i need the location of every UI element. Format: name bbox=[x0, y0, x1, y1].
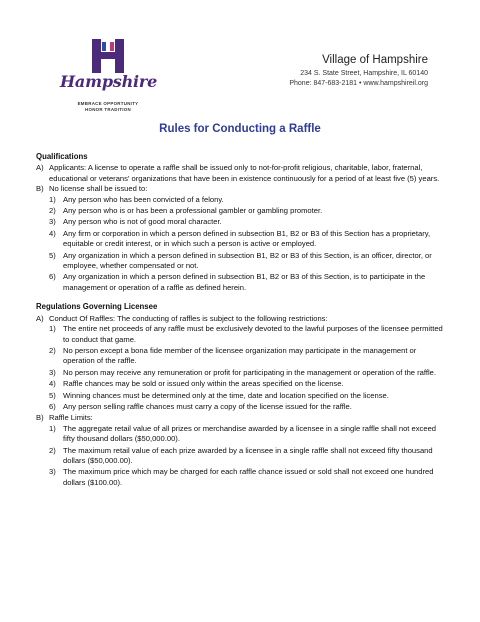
item-text: Raffle chances may be sold or issued only within the areas specified on the license. bbox=[63, 379, 344, 389]
item-text: Applicants: A license to operate a raffle shall be issued only to not-for-profit religious, charitable, labor, fraternal, educational or veterans' organizations that have been in existence continuously for a period of at least five (5) years. bbox=[49, 163, 440, 183]
item-text: The aggregate retail value of all prizes or merchandise awarded by a licensee in a single raffle shall not exceed fifty thousand dollars ($50,000.00). bbox=[63, 423, 437, 444]
item-label: A) bbox=[36, 313, 44, 323]
document-title: Rules for Conducting a Raffle bbox=[159, 123, 321, 135]
item-label: 5) bbox=[49, 250, 56, 260]
item-label: 2) bbox=[49, 445, 56, 455]
sublist-item bbox=[49, 324, 446, 345]
item-label: 4) bbox=[49, 379, 56, 389]
list-item bbox=[36, 163, 446, 184]
section-heading: Regulations Governing Licensee bbox=[36, 302, 158, 312]
logo-wordmark: Hampshire bbox=[60, 72, 158, 91]
item-label: B) bbox=[36, 413, 44, 423]
list-item bbox=[36, 184, 446, 194]
item-label: 3) bbox=[49, 217, 56, 227]
sublist-item bbox=[49, 206, 446, 216]
village-logo bbox=[60, 38, 156, 113]
item-text: No person may receive any remuneration or profit for participating in the management or operation of the raffle. bbox=[63, 367, 436, 377]
item-label: B) bbox=[36, 184, 44, 194]
sublist-item bbox=[49, 195, 446, 205]
sublist bbox=[49, 195, 446, 294]
item-text: Any person who is or has been a professional gambler or gambling promoter. bbox=[63, 206, 323, 216]
hampshire-h-mark-icon bbox=[88, 38, 128, 74]
sublist-item bbox=[49, 272, 446, 293]
sublist bbox=[49, 424, 446, 488]
village-name: Village of Hampshire bbox=[322, 54, 428, 66]
item-text: Any person who is not of good moral character. bbox=[63, 217, 222, 227]
item-label: 1) bbox=[49, 324, 56, 334]
village-address: 234 S. State Street, Hampshire, IL 60140 bbox=[300, 70, 428, 77]
item-text: Any organization in which a person defined in subsection B1, B2 or B3 of this Section, is an officer, director, or employee, whether compensated or not. bbox=[63, 250, 432, 271]
logo-tagline-1: EMBRACE OPPORTUNITY bbox=[77, 101, 139, 106]
sublist-item bbox=[49, 424, 446, 445]
sublist-item bbox=[49, 402, 446, 412]
document-body bbox=[36, 152, 446, 489]
item-text: No license shall be issued to: bbox=[49, 184, 148, 194]
logo-tagline-2: HONOR TRADITION bbox=[85, 107, 131, 112]
item-text: No person except a bona fide member of the licensee organization may participate in the management or operation of the raffle. bbox=[63, 345, 417, 366]
list-item bbox=[36, 314, 446, 324]
sublist-item bbox=[49, 391, 446, 401]
item-label: A) bbox=[36, 163, 44, 173]
section-heading: Qualifications bbox=[36, 152, 88, 161]
sublist-item bbox=[49, 229, 446, 250]
item-label: 3) bbox=[49, 367, 56, 377]
item-text: The maximum retail value of each prize awarded by a licensee in a single raffle shall not exceed fifty thousand dollars ($50,000.00). bbox=[63, 445, 433, 465]
item-label: 4) bbox=[49, 228, 56, 238]
sublist-item bbox=[49, 251, 446, 272]
item-text: Winning chances must be determined only at the time, date and location specified on the license. bbox=[63, 390, 389, 400]
item-text: Any firm or corporation in which a person defined in subsection B1, B2 or B3 of this Section has a proprietary, equitable or credit interest, or in which such a person is active or employed. bbox=[63, 228, 431, 249]
item-label: 2) bbox=[49, 206, 56, 216]
item-label: 1) bbox=[49, 194, 56, 204]
item-label: 6) bbox=[49, 401, 56, 411]
item-text: Any person selling raffle chances must carry a copy of the license issued for the raffle. bbox=[63, 401, 352, 411]
sublist bbox=[49, 324, 446, 412]
sublist-item bbox=[49, 346, 446, 367]
item-text: Raffle Limits: bbox=[49, 413, 93, 423]
item-text: Any person who has been convicted of a felony. bbox=[63, 194, 224, 204]
item-text: Conduct Of Raffles: The conducting of raffles is subject to the following restrictions: bbox=[49, 313, 328, 323]
list-item bbox=[36, 413, 446, 423]
item-text: The entire net proceeds of any raffle must be exclusively devoted to the lawful purposes of the licensee permitted to conduct that game. bbox=[63, 324, 443, 344]
item-label: 3) bbox=[49, 467, 56, 477]
item-label: 1) bbox=[49, 423, 56, 433]
item-text: The maximum price which may be charged for each raffle chance issued or sold shall not exceed one hundred dollars ($100.00). bbox=[63, 467, 434, 487]
item-label: 6) bbox=[49, 272, 56, 282]
sublist-item bbox=[49, 446, 446, 467]
sublist-item bbox=[49, 379, 446, 389]
sublist-item bbox=[49, 217, 446, 227]
item-label: 5) bbox=[49, 390, 56, 400]
item-text: Any organization in which a person defined in subsection B1, B2 or B3 of this Section, is to participate in the management or operation of a raffle as defined herein. bbox=[63, 272, 426, 292]
letterhead bbox=[289, 54, 428, 89]
sublist-item bbox=[49, 467, 446, 488]
sublist-item bbox=[49, 368, 446, 378]
item-label: 2) bbox=[49, 345, 56, 355]
village-contact: Phone: 847-683-2181 • www.hampshireil.org bbox=[289, 80, 428, 87]
